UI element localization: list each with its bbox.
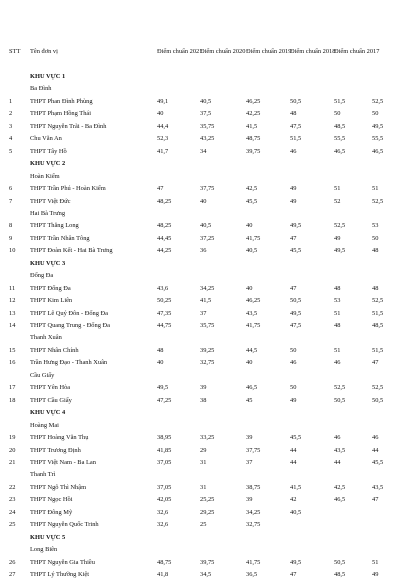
- table-row: [0, 508, 400, 518]
- score-cell: 48,75: [157, 558, 172, 566]
- district-name: Ba Đình: [30, 85, 52, 93]
- score-cell: 41,7: [157, 147, 169, 155]
- score-cell: 44,75: [157, 322, 172, 329]
- score-cell: 48,5: [334, 571, 346, 578]
- score-cell: 47: [290, 234, 297, 242]
- score-cell: 37: [200, 309, 207, 317]
- score-cell: 43,5: [372, 483, 384, 491]
- score-cell: 52,5: [372, 197, 384, 205]
- table-row: [0, 122, 400, 132]
- score-cell: 53: [372, 222, 379, 230]
- row-stt: 4: [9, 135, 13, 143]
- score-cell: 40: [200, 197, 207, 205]
- score-cell: 39: [246, 496, 253, 504]
- row-stt: 20: [9, 446, 16, 454]
- school-name: THPT Lê Quý Đôn - Đống Đa: [30, 309, 108, 317]
- score-cell: 50,5: [290, 297, 302, 305]
- region-name: KHU VỰC 5: [30, 533, 66, 541]
- score-cell: 50: [290, 384, 297, 392]
- score-cell: 52,5: [372, 384, 384, 392]
- score-cell: 40: [246, 222, 253, 230]
- score-cell: 51,5: [334, 97, 346, 105]
- score-cell: 45,5: [372, 458, 384, 466]
- region-heading: [0, 159, 400, 169]
- district-heading: [0, 470, 400, 480]
- header-year-2021: Điểm chuẩn 2021: [157, 48, 203, 55]
- score-cell: 45,5: [290, 434, 302, 442]
- school-name: Chu Văn An: [30, 135, 62, 143]
- score-cell: 25,25: [200, 496, 215, 504]
- table-row: [0, 558, 400, 568]
- score-cell: 46: [290, 147, 297, 155]
- score-cell: 32,75: [200, 359, 215, 367]
- score-cell: 49,5: [372, 122, 384, 130]
- score-cell: 41,75: [246, 322, 261, 329]
- score-cell: 46,25: [246, 297, 261, 305]
- district-heading: [0, 271, 400, 281]
- district-heading: [0, 172, 400, 182]
- score-cell: 31: [200, 483, 207, 491]
- score-cell: 43,5: [246, 309, 258, 317]
- score-cell: 44,4: [157, 122, 169, 130]
- table-row: [0, 246, 400, 256]
- score-cell: 49: [334, 234, 341, 242]
- table-row: [0, 234, 400, 244]
- score-cell: 38,95: [157, 434, 172, 442]
- score-cell: 47,35: [157, 309, 172, 317]
- score-cell: 48: [334, 322, 341, 329]
- row-stt: 9: [9, 234, 13, 242]
- score-cell: 46: [372, 434, 379, 442]
- score-cell: 50: [334, 110, 341, 118]
- score-cell: 55,5: [372, 135, 384, 143]
- score-cell: 48,75: [246, 135, 261, 143]
- region-name: KHU VỰC 3: [30, 259, 66, 267]
- score-cell: 52,5: [372, 297, 384, 305]
- score-cell: 25: [200, 521, 207, 529]
- score-cell: 35,75: [200, 122, 215, 130]
- row-stt: 19: [9, 434, 16, 442]
- row-stt: 16: [9, 359, 16, 367]
- row-stt: 13: [9, 309, 16, 317]
- score-cell: 45,5: [290, 247, 302, 255]
- district-name: Đống Đa: [30, 272, 54, 280]
- score-cell: 42: [290, 496, 297, 504]
- table-row: [0, 458, 400, 468]
- score-cell: 46,5: [372, 147, 384, 155]
- score-cell: 40: [157, 110, 164, 118]
- score-cell: 52,5: [334, 384, 346, 392]
- school-name: THPT Ngô Thì Nhậm: [30, 483, 87, 491]
- table-row: [0, 296, 400, 306]
- score-cell: 50,5: [372, 396, 384, 404]
- row-stt: 3: [9, 122, 13, 130]
- score-cell: 50: [372, 234, 379, 242]
- district-name: Thanh Trì: [30, 471, 56, 479]
- table-row: [0, 109, 400, 119]
- region-name: KHU VỰC 2: [30, 160, 66, 168]
- row-stt: 2: [9, 110, 13, 118]
- school-name: THPT Đống Đa: [30, 284, 71, 292]
- table-row: [0, 396, 400, 406]
- region-heading: [0, 408, 400, 418]
- row-stt: 25: [9, 521, 16, 529]
- score-cell: 34: [200, 147, 207, 155]
- district-heading: [0, 371, 400, 381]
- row-stt: 1: [9, 97, 13, 105]
- score-cell: 46,5: [334, 496, 346, 504]
- table-row: [0, 284, 400, 294]
- score-cell: 37,75: [200, 185, 215, 193]
- score-cell: 41,5: [246, 122, 258, 130]
- district-name: Hai Bà Trưng: [30, 209, 66, 217]
- school-name: THPT Đông Mỹ: [30, 508, 73, 516]
- region-heading: [0, 72, 400, 82]
- header-year-2017: Điểm chuẩn 2017: [334, 48, 380, 55]
- score-cell: 45: [246, 396, 253, 404]
- district-heading: [0, 84, 400, 94]
- score-cell: 40: [246, 359, 253, 367]
- table-row: [0, 134, 400, 144]
- score-cell: 42,5: [246, 185, 258, 193]
- score-cell: 51,5: [372, 346, 384, 354]
- score-cell: 52,3: [157, 135, 169, 143]
- score-cell: 50,5: [334, 558, 346, 566]
- score-cell: 35,75: [200, 322, 215, 329]
- score-cell: 39,25: [200, 346, 215, 354]
- score-cell: 49,1: [157, 97, 169, 105]
- row-stt: 23: [9, 496, 16, 504]
- table-row: [0, 383, 400, 393]
- school-name: THPT Nguyễn Gia Thiều: [30, 558, 95, 566]
- table-row: [0, 321, 400, 331]
- score-cell: 48: [372, 284, 379, 292]
- table-row: [0, 570, 400, 580]
- score-cell: 34,5: [200, 571, 212, 578]
- table-row: [0, 147, 400, 157]
- row-stt: 17: [9, 384, 16, 392]
- district-heading: [0, 421, 400, 431]
- school-name: THPT Nguyễn Trãi - Ba Đình: [30, 122, 107, 130]
- table-row: [0, 446, 400, 456]
- school-name: THPT Việt Nam - Ba Lan: [30, 458, 96, 466]
- district-name: Thanh Xuân: [30, 334, 62, 342]
- school-name: THPT Tây Hồ: [30, 147, 67, 155]
- score-cell: 34,25: [200, 284, 215, 292]
- district-heading: [0, 545, 400, 555]
- score-cell: 51,5: [290, 135, 302, 143]
- district-name: Long Biên: [30, 546, 58, 554]
- score-cell: 47,25: [157, 396, 172, 404]
- score-cell: 52: [334, 197, 341, 205]
- score-cell: 31: [200, 458, 207, 466]
- score-cell: 29: [200, 446, 207, 454]
- score-cell: 49,5: [290, 309, 302, 317]
- score-cell: 46,5: [334, 147, 346, 155]
- school-name: THPT Đoàn Kết - Hai Bà Trưng: [30, 247, 113, 255]
- score-cell: 43,5: [334, 446, 346, 454]
- school-name: THPT Nguyễn Quốc Trinh: [30, 521, 99, 529]
- score-cell: 46,5: [246, 384, 258, 392]
- score-cell: 50,5: [334, 396, 346, 404]
- score-cell: 41,5: [200, 297, 212, 305]
- score-cell: 37,05: [157, 458, 172, 466]
- score-cell: 44,25: [157, 247, 172, 255]
- school-name: THPT Trần Phú - Hoàn Kiếm: [30, 185, 106, 193]
- table-row: [0, 520, 400, 530]
- score-cell: 40,5: [200, 97, 212, 105]
- score-cell: 32,75: [246, 521, 261, 529]
- score-cell: 48,5: [372, 322, 384, 329]
- score-cell: 41,85: [157, 446, 172, 454]
- score-cell: 39: [200, 384, 207, 392]
- table-row: [0, 97, 400, 107]
- district-name: Hoàn Kiếm: [30, 172, 60, 180]
- region-heading: [0, 259, 400, 269]
- score-cell: 48: [372, 247, 379, 255]
- score-cell: 36: [200, 247, 207, 255]
- score-cell: 29,25: [200, 508, 215, 516]
- score-cell: 44: [290, 446, 297, 454]
- score-cell: 33,25: [200, 434, 215, 442]
- score-cell: 38,75: [246, 483, 261, 491]
- district-name: Cầu Giấy: [30, 371, 55, 379]
- school-name: THPT Ngọc Hồi: [30, 496, 73, 504]
- score-cell: 42,25: [246, 110, 261, 118]
- score-cell: 47: [372, 496, 379, 504]
- score-cell: 49: [290, 396, 297, 404]
- row-stt: 8: [9, 222, 13, 230]
- score-cell: 50,5: [290, 97, 302, 105]
- school-name: THPT Yên Hòa: [30, 384, 71, 392]
- score-cell: 41,75: [246, 234, 261, 242]
- score-cell: 51: [334, 309, 341, 317]
- score-cell: 48: [334, 284, 341, 292]
- school-name: Trần Hưng Đạo - Thanh Xuân: [30, 359, 108, 367]
- score-cell: 44: [290, 458, 297, 466]
- score-cell: 36,5: [246, 571, 258, 578]
- school-name: THPT Việt Đức: [30, 197, 71, 205]
- score-cell: 47,5: [290, 122, 302, 130]
- table-row: [0, 358, 400, 368]
- score-cell: 39: [246, 434, 253, 442]
- score-cell: 50,25: [157, 297, 172, 305]
- score-cell: 47,5: [290, 322, 302, 329]
- row-stt: 7: [9, 197, 13, 205]
- row-stt: 15: [9, 346, 16, 354]
- score-cell: 48,5: [334, 122, 346, 130]
- score-cell: 49: [372, 571, 379, 578]
- score-cell: 37,25: [200, 234, 215, 242]
- score-cell: 40,5: [200, 222, 212, 230]
- table-row: [0, 184, 400, 194]
- score-cell: 47: [290, 571, 297, 578]
- score-cell: 49,5: [290, 222, 302, 230]
- score-cell: 32,6: [157, 508, 169, 516]
- score-cell: 51: [334, 185, 341, 193]
- school-name: THPT Nhân Chính: [30, 346, 79, 354]
- score-cell: 44: [372, 446, 379, 454]
- score-cell: 40: [157, 359, 164, 367]
- header-year-2018: Điểm chuẩn 2018: [290, 48, 336, 55]
- row-stt: 5: [9, 147, 13, 155]
- region-name: KHU VỰC 4: [30, 409, 66, 417]
- table-row: [0, 346, 400, 356]
- score-cell: 38: [200, 396, 207, 404]
- table-row: [0, 433, 400, 443]
- district-name: Hoàng Mai: [30, 421, 59, 429]
- row-stt: 24: [9, 508, 16, 516]
- row-stt: 12: [9, 297, 16, 305]
- score-cell: 40,5: [290, 508, 302, 516]
- row-stt: 21: [9, 458, 16, 466]
- score-cell: 43,6: [157, 284, 169, 292]
- score-cell: 48,25: [157, 222, 172, 230]
- score-cell: 55,5: [334, 135, 346, 143]
- score-cell: 46: [334, 359, 341, 367]
- score-cell: 40: [246, 284, 253, 292]
- score-cell: 32,6: [157, 521, 169, 529]
- score-cell: 34,25: [246, 508, 261, 516]
- score-cell: 52,5: [334, 222, 346, 230]
- score-cell: 46: [334, 434, 341, 442]
- score-cell: 47: [290, 284, 297, 292]
- score-cell: 53: [334, 297, 341, 305]
- score-cell: 39,75: [246, 147, 261, 155]
- score-cell: 50: [290, 346, 297, 354]
- table-row: [0, 221, 400, 231]
- score-cell: 48,25: [157, 197, 172, 205]
- score-cell: 41,75: [246, 558, 261, 566]
- score-cell: 42,5: [334, 483, 346, 491]
- score-cell: 44,45: [157, 234, 172, 242]
- score-cell: 47: [157, 185, 164, 193]
- region-name: KHU VỰC 1: [30, 73, 66, 80]
- table-row: [0, 483, 400, 493]
- school-name: THPT Thăng Long: [30, 222, 79, 230]
- school-name: THPT Kim Liên: [30, 297, 73, 305]
- score-cell: 40,5: [246, 247, 258, 255]
- score-cell: 49,5: [157, 384, 169, 392]
- row-stt: 6: [9, 185, 13, 193]
- score-cell: 48: [157, 346, 164, 354]
- region-heading: [0, 533, 400, 543]
- score-cell: 50: [372, 110, 379, 118]
- score-cell: 44,5: [246, 346, 258, 354]
- row-stt: 11: [9, 284, 16, 292]
- score-cell: 51: [372, 185, 379, 193]
- score-cell: 51,5: [372, 309, 384, 317]
- score-cell: 44: [334, 458, 341, 466]
- table-row: [0, 495, 400, 505]
- district-heading: [0, 333, 400, 343]
- score-cell: 39,75: [200, 558, 215, 566]
- score-cell: 46: [290, 359, 297, 367]
- score-cell: 42,05: [157, 496, 172, 504]
- school-name: THPT Phan Đình Phùng: [30, 97, 93, 105]
- score-cell: 49,5: [334, 247, 346, 255]
- score-cell: 37,5: [200, 110, 212, 118]
- score-cell: 49: [290, 197, 297, 205]
- score-cell: 43,25: [200, 135, 215, 143]
- score-cell: 49: [290, 185, 297, 193]
- school-name: THPT Phạm Hồng Thái: [30, 110, 92, 118]
- score-cell: 37,05: [157, 483, 172, 491]
- header-year-2019: Điểm chuẩn 2019: [246, 48, 292, 55]
- score-cell: 41,5: [290, 483, 302, 491]
- school-name: THPT Trần Nhân Tông: [30, 234, 90, 242]
- score-cell: 46,25: [246, 97, 261, 105]
- score-cell: 37: [246, 458, 253, 466]
- score-cell: 37,75: [246, 446, 261, 454]
- score-cell: 51: [334, 346, 341, 354]
- table-header: [0, 48, 400, 72]
- school-name: THPT Trương Định: [30, 446, 81, 454]
- score-cell: 41,8: [157, 571, 169, 578]
- row-stt: 27: [9, 571, 16, 578]
- row-stt: 14: [9, 322, 16, 329]
- score-cell: 49,5: [290, 558, 302, 566]
- district-heading: [0, 209, 400, 219]
- school-name: THPT Lý Thường Kiệt: [30, 571, 89, 578]
- header-stt: STT: [9, 48, 21, 55]
- row-stt: 18: [9, 396, 16, 404]
- row-stt: 10: [9, 247, 16, 255]
- school-name: THPT Quang Trung - Đống Đa: [30, 322, 110, 329]
- score-cell: 45,5: [246, 197, 258, 205]
- school-name: THPT Cầu Giấy: [30, 396, 72, 404]
- header-unit: Tên đơn vị: [30, 48, 58, 55]
- score-cell: 51: [372, 558, 379, 566]
- score-cell: 52,5: [372, 97, 384, 105]
- row-stt: 22: [9, 483, 16, 491]
- table-row: [0, 309, 400, 319]
- score-cell: 48: [290, 110, 297, 118]
- header-year-2020: Điểm chuẩn 2020: [200, 48, 246, 55]
- score-cell: 47: [372, 359, 379, 367]
- table-row: [0, 197, 400, 207]
- row-stt: 26: [9, 558, 16, 566]
- school-name: THPT Hoàng Văn Thụ: [30, 434, 89, 442]
